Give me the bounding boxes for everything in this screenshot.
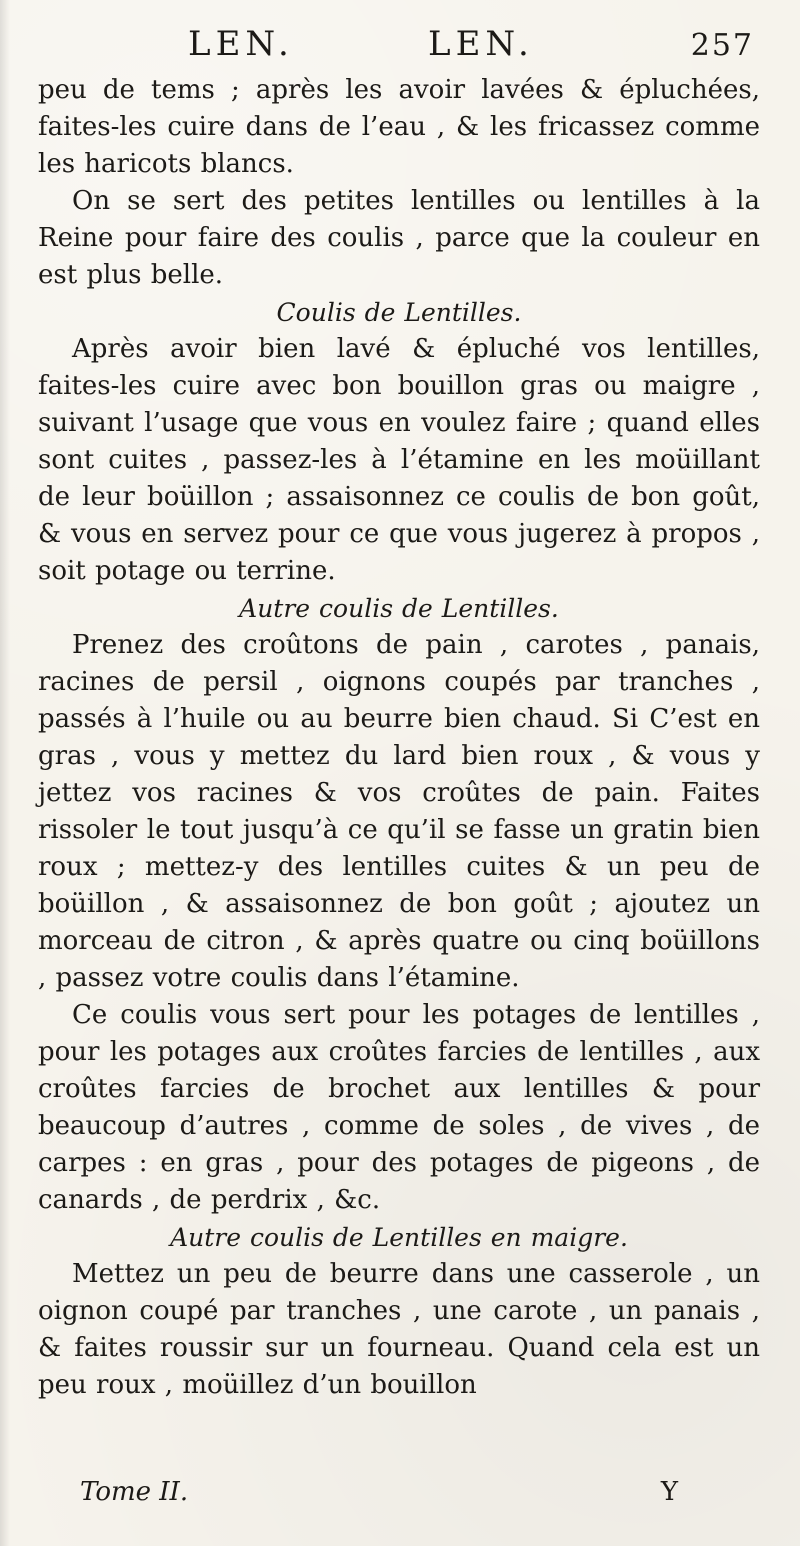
heading-autre-coulis: Autre coulis de Lentilles.: [239, 594, 559, 623]
heading-coulis-de-lentilles: Coulis de Lentilles.: [276, 298, 522, 327]
running-head-right: LEN.: [428, 24, 534, 64]
paragraph-coulis-recipe: Après avoir bien lavé & épluché vos lentilles, faites-les cuire avec bon bouillon gras ou maigre , suivant l’usage que vous en voulez faire ; quand elles sont cuites , passez-les à l’étamine en les moüillant de leur boüillon ; assaisonnez ce coulis de bon goût, & vous en servez pour ce que vous jugerez à propos , soit potage ou terrine.: [38, 334, 760, 586]
page-gutter-shadow: [0, 0, 10, 1546]
signature-mark: Y: [660, 1477, 680, 1507]
paragraph-coulis-maigre-recipe: Mettez un peu de beurre dans une casserole , un oignon coupé par tranches , une carote , un panais , & faites roussir sur un fourneau. Quand cela est un peu roux , moüillez d’un bouillon: [38, 1259, 760, 1400]
page-text: [38, 72, 760, 1404]
paragraph-continuation: peu de tems ; après les avoir lavées & épluchées, faites-les cuire dans de l’eau , & les fricassez comme les haricots blancs.: [38, 75, 760, 179]
paragraph-lentilles-reine: On se sert des petites lentilles ou lentilles à la Reine pour faire des coulis , parce que la couleur en est plus belle.: [38, 186, 760, 290]
page-footer: [80, 1472, 680, 1512]
paragraph-coulis-uses: Ce coulis vous sert pour les potages de lentilles , pour les potages aux croûtes farcies de lentilles , aux croûtes farcies de brochet aux lentilles & pour beaucoup d’autres , comme de soles , de vives , de carpes : en gras , pour des potages de pigeons , de canards , de perdrix , &c.: [38, 1000, 760, 1215]
page-number: 257: [690, 28, 754, 63]
running-head: [38, 16, 760, 72]
volume-label: Tome II.: [80, 1477, 189, 1507]
paragraph-autre-coulis-recipe: Prenez des croûtons de pain , carotes , panais, racines de persil , oignons coupés par tranches , passés à l’huile ou au beurre bien chaud. Si C’est en gras , vous y mettez du lard bien roux , & vous y jettez vos racines & vos croûtes de pain. Faites rissoler le tout jusqu’à ce qu’il se fasse un gratin bien roux ; mettez-y des lentilles cuites & un peu de boüillon , & assaisonnez de bon goût ; ajoutez un morceau de citron , & après quatre ou cinq boüillons , passez votre coulis dans l’étamine.: [38, 630, 760, 993]
running-head-left: LEN.: [188, 24, 294, 64]
heading-coulis-en-maigre: Autre coulis de Lentilles en maigre.: [170, 1223, 628, 1252]
